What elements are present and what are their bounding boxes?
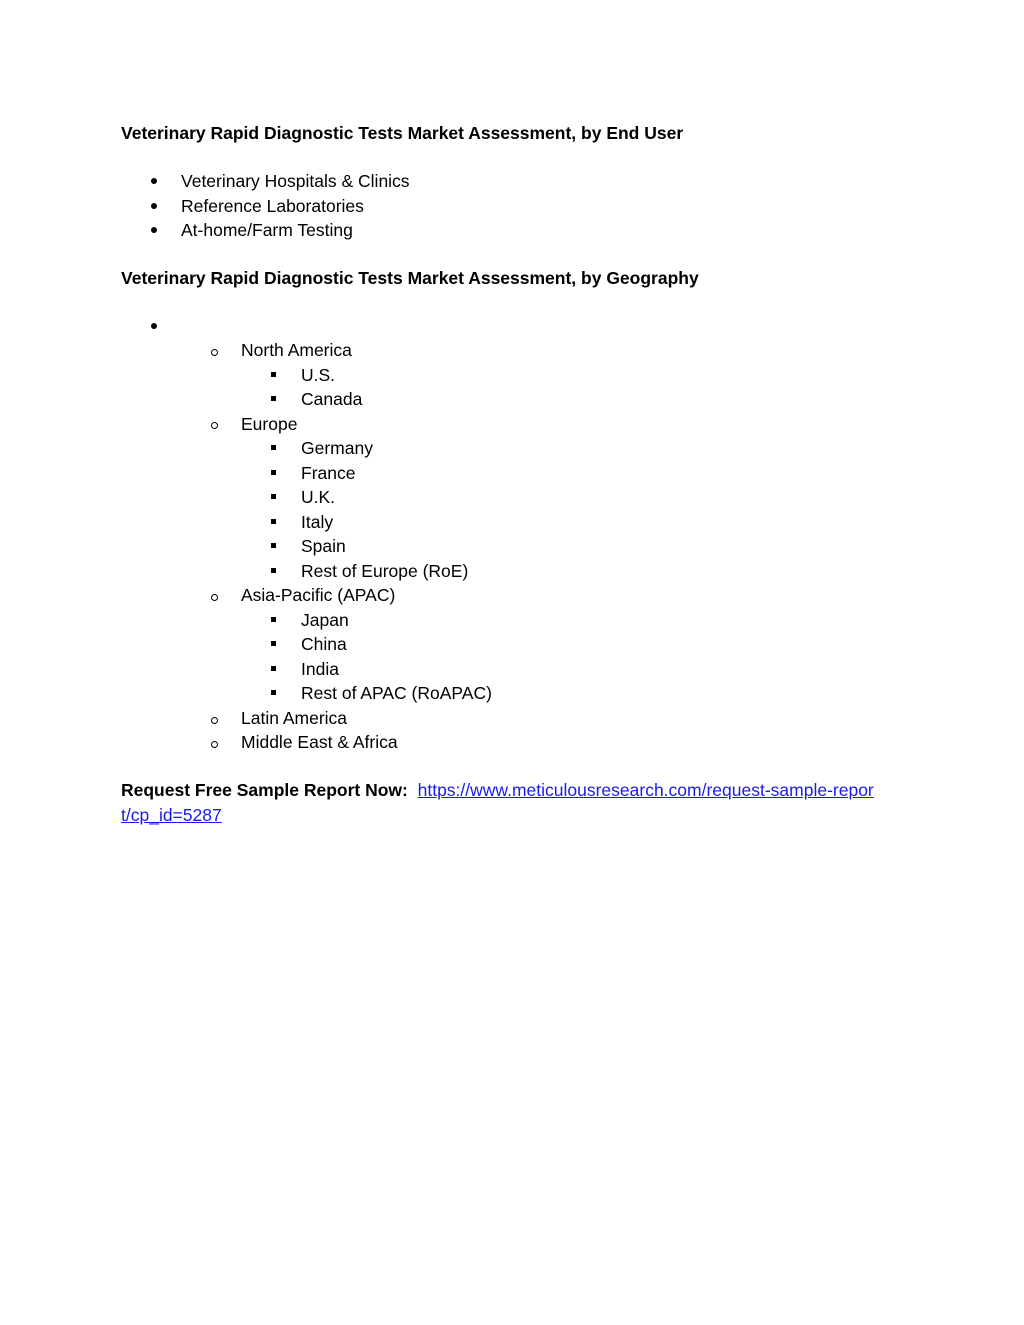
country-item: Rest of Europe (RoE): [301, 561, 469, 581]
country-item: China: [301, 634, 347, 654]
circle-bullet-icon: [211, 707, 219, 731]
disc-bullet-icon: [151, 194, 159, 218]
square-bullet-icon: [271, 534, 277, 558]
country-item: U.K.: [301, 487, 336, 507]
list-item: Reference Laboratories: [181, 196, 364, 216]
list-item: At-home/Farm Testing: [181, 220, 353, 240]
square-bullet-icon: [271, 363, 277, 387]
circle-bullet-icon: [211, 731, 219, 755]
circle-bullet-icon: [211, 412, 219, 436]
country-item: Spain: [301, 536, 346, 556]
circle-bullet-icon: [211, 584, 219, 608]
square-bullet-icon: [271, 387, 277, 411]
region-item: Middle East & Africa: [241, 732, 398, 752]
country-item: India: [301, 659, 339, 679]
square-bullet-icon: [271, 632, 277, 656]
square-bullet-icon: [271, 681, 277, 705]
square-bullet-icon: [271, 436, 277, 460]
region-item: Europe: [241, 414, 298, 434]
square-bullet-icon: [271, 559, 277, 583]
country-item: Japan: [301, 610, 349, 630]
disc-bullet-icon: [151, 218, 159, 242]
square-bullet-icon: [271, 608, 277, 632]
country-item: Germany: [301, 438, 373, 458]
geography-heading: Veterinary Rapid Diagnostic Tests Market Assessment, by Geography: [121, 268, 699, 288]
disc-bullet-icon: [151, 169, 159, 193]
country-item: Italy: [301, 512, 334, 532]
square-bullet-icon: [271, 510, 277, 534]
region-item: North America: [241, 340, 352, 360]
list-item: Veterinary Hospitals & Clinics: [181, 171, 410, 191]
country-item: Rest of APAC (RoAPAC): [301, 683, 492, 703]
cta-label: Request Free Sample Report Now:: [121, 780, 408, 800]
end-user-heading: Veterinary Rapid Diagnostic Tests Market Assessment, by End User: [121, 123, 684, 143]
square-bullet-icon: [271, 485, 277, 509]
sample-report-link[interactable]: https://www.meticulousresearch.com/request-sample-report/cp_id=5287: [121, 780, 874, 825]
region-item: Latin America: [241, 708, 348, 728]
region-item: Asia-Pacific (APAC): [241, 585, 396, 605]
disc-bullet-icon: [151, 314, 159, 338]
square-bullet-icon: [271, 461, 277, 485]
sample-report-cta: [121, 778, 881, 827]
square-bullet-icon: [271, 657, 277, 681]
country-item: U.S.: [301, 365, 336, 385]
country-item: Canada: [301, 389, 363, 409]
circle-bullet-icon: [211, 339, 219, 363]
country-item: France: [301, 463, 356, 483]
